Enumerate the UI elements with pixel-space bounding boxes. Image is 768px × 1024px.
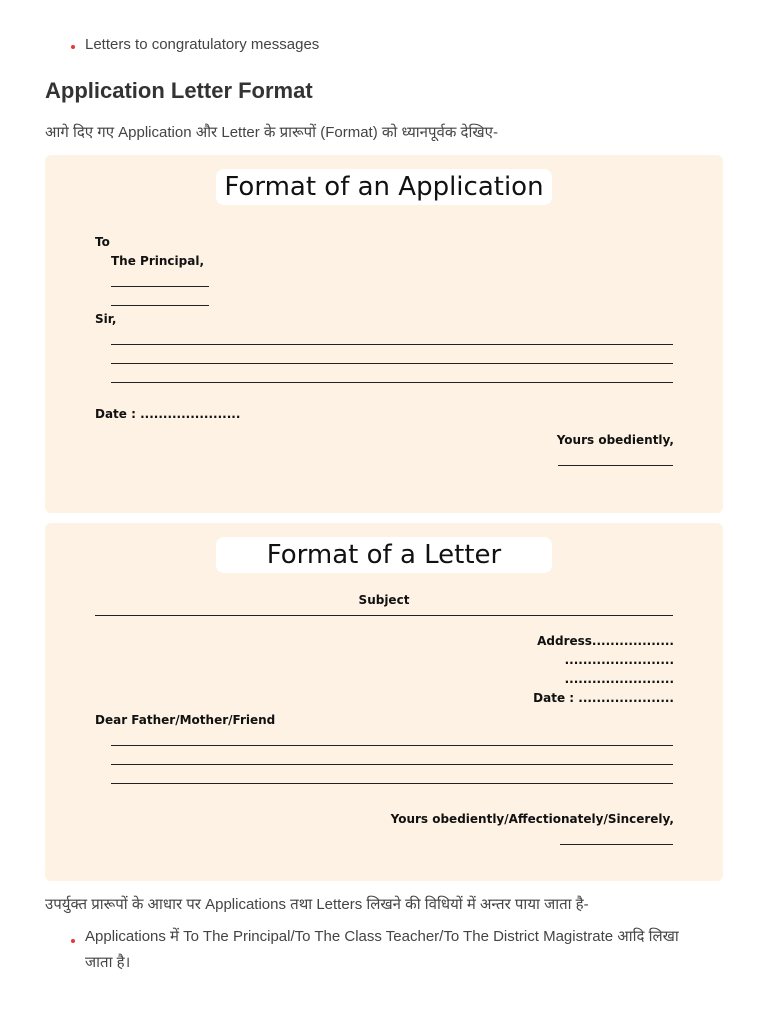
body-blank-line-1 [111,344,673,345]
letter-salutation: Dear Father/Mother/Friend [95,713,276,727]
subject-line [95,615,673,616]
address-line-3: ........................ [564,672,674,686]
subject-label: Subject [358,593,410,607]
letter-body-line-3 [111,783,673,784]
letter-card-title: Format of a Letter [216,537,552,573]
to-label: To [95,235,110,249]
bottom-bullet-line-2: जाता है। [85,954,131,971]
address-blank-line-1 [111,286,209,287]
letter-body-line-1 [111,745,673,746]
application-format-card [45,155,723,513]
bullet-dot-icon [71,45,75,49]
intro-paragraph: आगे दिए गए Application और Letter के प्रारूपों (Format) को ध्यानपूर्वक देखिए- [45,124,498,141]
signature-blank-line [558,465,673,466]
application-card-title: Format of an Application [216,169,552,205]
address-blank-line-2 [111,305,209,306]
body-blank-line-2 [111,363,673,364]
letter-body-line-2 [111,764,673,765]
intro-bullet-text: Letters to congratulatory messages [85,36,320,53]
body-blank-line-3 [111,382,673,383]
salutation-label: Sir, [95,312,117,326]
comparison-paragraph: उपर्युक्त प्रारूपों के आधार पर Applications तथा Letters लिखने की विधियों में अन्तर पाया जाता है- [45,896,589,913]
letter-format-card [45,523,723,881]
date-label: Date : ...................... [95,407,241,421]
closing-label: Yours obediently, [556,433,674,447]
letter-closing: Yours obediently/Affectionately/Sincerely, [390,812,674,826]
bottom-bullet-line-1: Applications में To The Principal/To The Class Teacher/To The District Magistrate आदि लिखा [85,928,679,945]
recipient-label: The Principal, [111,254,204,268]
address-line-1: Address.................. [537,634,674,648]
letter-signature-line [560,844,673,845]
page-heading: Application Letter Format [45,78,313,103]
address-line-2: ........................ [564,653,674,667]
letter-date-label: Date : ..................... [533,691,674,705]
bullet-dot-icon [71,939,75,943]
